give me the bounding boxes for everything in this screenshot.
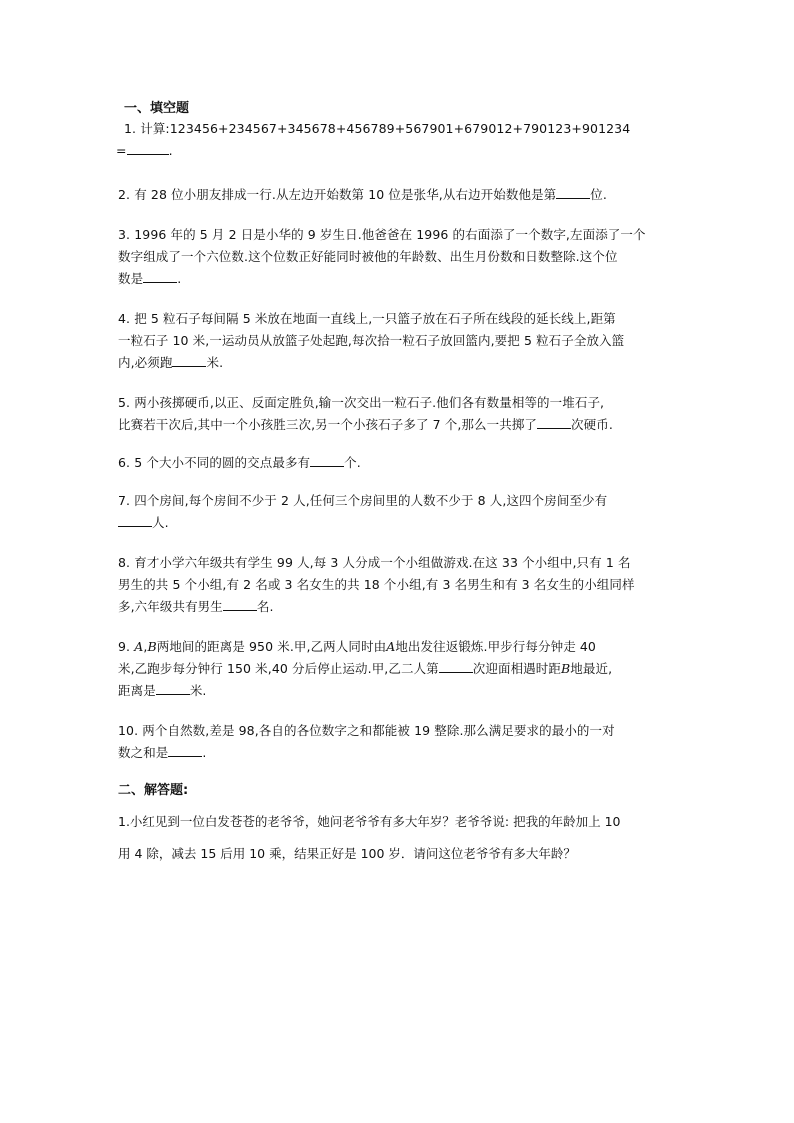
question-8-line2: 男生的共 5 个小组,有 2 名或 3 名女生的共 18 个小组,有 3 名男生和有 3 名女生的小组同样 bbox=[118, 577, 635, 592]
question-8-line3: 多,六年级共有男生 bbox=[118, 599, 223, 614]
question-5 bbox=[118, 392, 678, 436]
question-9-line2-b: 次迎面相遇时距 bbox=[472, 661, 561, 676]
question-2-blank[interactable] bbox=[556, 185, 590, 199]
question-9-line2-c: 地最近, bbox=[570, 661, 613, 676]
question-1 bbox=[118, 118, 678, 140]
question-4-tail: 米. bbox=[206, 355, 224, 370]
question-1-blank[interactable] bbox=[127, 141, 169, 155]
question-6 bbox=[118, 452, 678, 474]
question-9-var-b-2: B bbox=[560, 661, 571, 676]
question-7 bbox=[118, 490, 678, 534]
question-7-label: 7. bbox=[118, 493, 131, 508]
question-9-blank-1[interactable] bbox=[439, 659, 473, 673]
question-1-label: 1. bbox=[124, 121, 137, 136]
question-9-comma: , bbox=[143, 639, 148, 654]
question-5-blank[interactable] bbox=[537, 415, 571, 429]
question-10-line2: 数之和是 bbox=[118, 745, 169, 760]
question-9-line1-c: 地出发往返锻炼.甲步行每分钟走 40 bbox=[395, 639, 596, 654]
question-5-tail: 次硬币. bbox=[571, 417, 613, 432]
question-9-line3: 距离是 bbox=[118, 683, 156, 698]
solve-question-1-line1: 1.小红见到一位白发苍苍的老爷爷，她问老爷爷有多大年岁？老爷爷说: 把我的年龄加上 10 bbox=[118, 814, 621, 829]
question-9-var-a-2: A bbox=[386, 639, 396, 654]
question-8 bbox=[118, 552, 678, 618]
question-6-text: 5 个大小不同的圆的交点最多有 bbox=[134, 455, 311, 470]
question-3-tail: . bbox=[177, 271, 182, 286]
question-4 bbox=[118, 308, 678, 374]
question-2-tail: 位. bbox=[590, 187, 607, 202]
question-4-line2: 一粒石子 10 米,一运动员从放篮子处起跑,每次拾一粒石子放回篮内,要把 5 粒石子全放入篮 bbox=[118, 333, 625, 348]
question-4-blank[interactable] bbox=[172, 353, 206, 367]
question-5-line1: 两小孩掷硬币,以正、反面定胜负,输一次交出一粒石子.他们各有数量相等的一堆石子, bbox=[134, 395, 605, 410]
question-4-label: 4. bbox=[118, 311, 131, 326]
question-4-line3: 内,必须跑 bbox=[118, 355, 173, 370]
question-10-label: 10. bbox=[118, 723, 139, 738]
question-5-label: 5. bbox=[118, 395, 131, 410]
question-7-tail: 人. bbox=[152, 515, 169, 530]
solve-question-1-line2: 用 4 除，减去 15 后用 10 乘，结果正好是 100 岁．请问这位老爷爷有多大年龄？ bbox=[118, 846, 576, 861]
question-8-line1: 育才小学六年级共有学生 99 人,每 3 人分成一个小组做游戏.在这 33 个小组中,只有 1 名 bbox=[134, 555, 631, 570]
question-4-line1: 把 5 粒石子每间隔 5 米放在地面一直线上,一只篮子放在石子所在线段的延长线上,距第 bbox=[134, 311, 616, 326]
question-2-text: 有 28 位小朋友排成一行.从左边开始数第 10 位是张华,从右边开始数他是第 bbox=[134, 187, 557, 202]
question-9-line2-a: 米,乙跑步每分钟行 150 米,40 分后停止运动.甲,乙二人第 bbox=[118, 661, 439, 676]
question-2 bbox=[118, 184, 678, 206]
question-3-line3: 数是 bbox=[118, 271, 144, 286]
question-2-label: 2. bbox=[118, 187, 131, 202]
question-10-blank[interactable] bbox=[168, 743, 202, 757]
question-6-blank[interactable] bbox=[310, 453, 344, 467]
question-7-blank[interactable] bbox=[118, 513, 152, 527]
question-1-equals: = bbox=[116, 143, 127, 158]
question-5-line2: 比赛若干次后,其中一个小孩胜三次,另一个小孩石子多了 7 个,那么一共掷了 bbox=[118, 417, 538, 432]
question-6-label: 6. bbox=[118, 455, 131, 470]
question-10-tail: . bbox=[202, 745, 207, 760]
question-9-var-a: A bbox=[134, 639, 144, 654]
question-1-tail: . bbox=[168, 143, 173, 158]
question-1-answer-line bbox=[116, 140, 678, 162]
question-3-line2: 数字组成了一个六位数.这个位数正好能同时被他的年龄数、出生月份数和日数整除.这个位 bbox=[118, 249, 618, 264]
question-9-line1-b: 两地间的距离是 950 米.甲,乙两人同时由 bbox=[156, 639, 387, 654]
question-3-label: 3. bbox=[118, 227, 131, 242]
question-10-line1: 两个自然数,差是 98,各自的各位数字之和都能被 19 整除.那么满足要求的最小的一对 bbox=[142, 723, 615, 738]
section-title-fill-in: 一、填空题 bbox=[124, 101, 190, 116]
question-9-var-b: B bbox=[147, 639, 157, 654]
question-7-line1: 四个房间,每个房间不少于 2 人,任何三个房间里的人数不少于 8 人,这四个房间至少有 bbox=[134, 493, 608, 508]
question-1-text: 计算:123456+234567+345678+456789+567901+679012+790123+901234 bbox=[140, 121, 631, 136]
worksheet-content bbox=[118, 100, 678, 870]
question-9 bbox=[118, 636, 678, 702]
question-9-blank-2[interactable] bbox=[156, 681, 190, 695]
question-9-tail: 米. bbox=[189, 683, 207, 698]
question-6-tail: 个. bbox=[344, 455, 361, 470]
question-3 bbox=[118, 224, 678, 290]
question-8-label: 8. bbox=[118, 555, 131, 570]
section-title-solve: 二、解答题: bbox=[118, 783, 189, 798]
question-8-blank[interactable] bbox=[223, 597, 257, 611]
question-3-line1: 1996 年的 5 月 2 日是小华的 9 岁生日.他爸爸在 1996 的右面添了一个数字,左面添了一个 bbox=[134, 227, 646, 242]
question-10 bbox=[118, 720, 678, 764]
question-9-label: 9. bbox=[118, 639, 131, 654]
solve-question-1 bbox=[118, 806, 678, 870]
question-8-tail: 名. bbox=[256, 599, 274, 614]
question-3-blank[interactable] bbox=[143, 269, 177, 283]
